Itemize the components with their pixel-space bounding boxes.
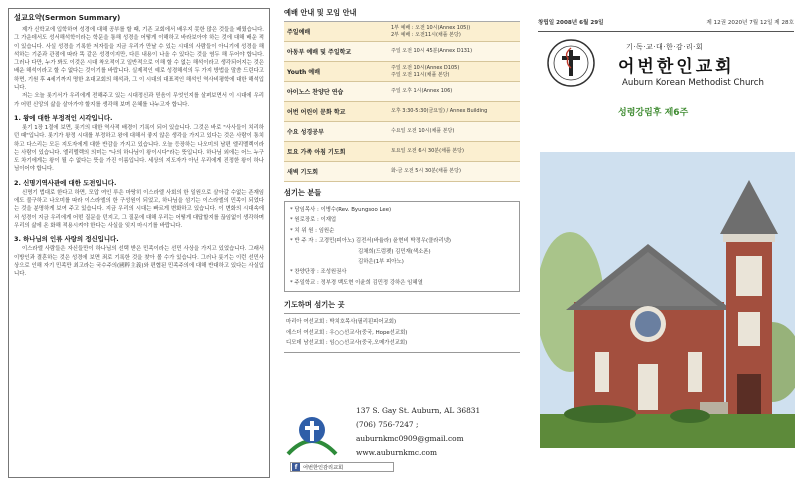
schedule-row bbox=[284, 142, 520, 162]
issue-number: 제 12권 2020년 7월 12일 제 28호 bbox=[706, 20, 794, 26]
schedule-title: 예배 안내 및 모임 안내 bbox=[284, 8, 357, 17]
sermon-column bbox=[8, 8, 270, 478]
prayer-line: 마리아 여선교회 : 박치호목사(필리핀피어교회) bbox=[286, 319, 397, 326]
servers-box bbox=[284, 201, 520, 292]
schedule-time-line: 주일 오전 10시 45분(Annex D131) bbox=[391, 48, 473, 54]
schedule-row bbox=[284, 22, 520, 42]
sermon-section-body: 롯기 1장 1절에 보면, 롯기의 대한 역사적 배경이 기록이 되어 있습니다. 그것은 바로 "사사들이 치리하던 때"입니다. 롯기가 왕정 시대를 부정하고 왕에 대해서 좋지 않은 생각을 가지고 있다는 것은 사람이 통치하고 다스리는 모든 지도자에게 대한 반감을 가지고 있습니다. 오늘 등장하는 나오미의 남편 엘리멜렉이라는 사람이 있습니다. 엘리멜렉의 의미는 "나의 하나님이 왕이시다"라는 뜻입니다. 하나님 외에는 어느 누구도 차기에게는 왕이 될 수 없다는 뜻을 가진 이름입니다. 세상의 지도자가 아닌 우리에게 진정한 왕이 하나님이어야 합니다. bbox=[14, 124, 264, 173]
schedule-row bbox=[284, 82, 520, 102]
prayer-title: 기도하며 섬기는 곳 bbox=[284, 300, 345, 310]
masthead-info bbox=[538, 18, 794, 28]
schedule-time-line: 수요일 오전 10시(채플 본당) bbox=[391, 128, 455, 134]
schedule-time-line: 주일 오전 10시(Annex D105) bbox=[391, 64, 460, 71]
schedule-time bbox=[388, 22, 520, 41]
servers-line: * 원로장로 : 이재업 bbox=[290, 217, 337, 224]
schedule-time-line: 주일 오후 1시(Annex 106) bbox=[391, 88, 453, 94]
schedule-time-line: 2부 예배 : 오전11시(채플 본당) bbox=[391, 31, 461, 38]
schedule-time-line: 오후 3:30-5:30(금요일) / Annex Building bbox=[391, 108, 488, 114]
founded-date: 창립일 2008년 6월 29일 bbox=[538, 20, 604, 26]
servers-line: 김채희(드럼펫) 김민재(색소폰) bbox=[358, 248, 431, 255]
sermon-intro-paragraph: 저는 오늘 롯기서가 우리에게 전해주고 있는 시대정신과 믿음이 무엇인지를 살펴보면서 이 시대에 우리가 어떤 신앙의 삶을 살아가야 할지를 생각해 보며 은혜를 나누고자 합니다. bbox=[14, 93, 264, 108]
prayer-box bbox=[284, 313, 520, 353]
contact-lines bbox=[356, 404, 520, 460]
prayer-line: 에스더 여선교회 : 우○○선교사(중국, Hope선교회) bbox=[286, 329, 408, 336]
schedule-time bbox=[388, 62, 520, 81]
schedule-time bbox=[388, 82, 520, 101]
schedule-time bbox=[388, 122, 520, 141]
schedule-name: 주일예배 bbox=[287, 29, 311, 36]
schedule-time-line: 1부 예배 : 오전 10시(Annex 105)) bbox=[391, 24, 471, 31]
schedule-table bbox=[284, 21, 520, 182]
church-name-korean: 어번한인교회 bbox=[618, 57, 735, 77]
phone-email-text: (706) 756-7247 ; auburnkmc0909@gmail.com bbox=[356, 420, 464, 443]
schedule-name: 새벽 기도회 bbox=[287, 169, 319, 176]
masthead-divider bbox=[538, 31, 794, 32]
sermon-section-body: 신명기 법대로 한다고 하면, 모압 여인 루은 마땅히 이스라엘 사회의 한 일원으로 살아갈 수없는 존재임에도 불구하고 나오미를 따라 이스라엘의 한 구성원이 되었고, 하나님을 섬기는 이스라엘의 민족이 되었다는 것을 분명하게 보여 주고 있습니다. 지금 우리의 시대는 빠르게 변화하고 있습니다. 이 변화의 시대속에서 성경이 지금 우리에게 어떤 질문을 던지고, 그 질문에 대해 우리는 어떻게 대답할지를 끊임없이 생각하며 우리의 삶에 온 화해 적용시켜야 한다는 사실을 잊지 마시기를 바랍니다. bbox=[14, 189, 264, 229]
servers-line: * 반 주 자 : 고경민(피아노) 김전서(바율라) 윤현비 박정우(클라리넷) bbox=[290, 238, 452, 245]
masthead-column bbox=[536, 0, 796, 485]
website-link[interactable]: www.auburnkmc.com bbox=[356, 448, 437, 457]
schedule-row bbox=[284, 122, 520, 142]
schedule-row bbox=[284, 102, 520, 122]
liturgical-season: 성령강림후 제6주 bbox=[618, 108, 689, 118]
denomination-text: 기·독·교·대·한·감·리·회 bbox=[626, 43, 704, 51]
schedule-time-line: 토요일 오전 6시 30분(채플 본당) bbox=[391, 148, 464, 154]
sermon-summary-box bbox=[8, 8, 270, 478]
schedule-time-line: 화-금 오전 5시 30분(채플 본당) bbox=[391, 168, 461, 174]
sermon-section-title: 2. 신명기역사관에 대한 도전입니다. bbox=[14, 178, 117, 187]
church-name-english: Auburn Korean Methodist Church bbox=[622, 78, 764, 88]
schedule-name: 아동부 예배 및 주일학교 bbox=[287, 49, 352, 56]
address-text: 137 S. Gay St. Auburn, AL 36831 bbox=[356, 406, 481, 415]
schedule-name: Youth 예배 bbox=[287, 69, 321, 76]
schedule-row bbox=[284, 62, 520, 82]
church-logo-icon bbox=[286, 408, 338, 458]
servers-line: * 담임목사 : 이병수(Rev. Byungsoo Lee) bbox=[290, 207, 392, 213]
sermon-intro-paragraph: 제가 신학교에 입학하여 성경에 대해 공부를 할 때, 기존 교회에서 배우지 못한 많은 것들을 배웠습니다. 그 가운데서도 성서해석학이라는 학문을 통해 성경을 어떻게 이해하고 바라보아야 하는 것에 대해 배운 적이 있습니다. 사실 성경을 기록한 저자들을 지금 우리가 만날 수 있는 시대의 사람들이 아니기에 성경을 해석하는 기준과 관점에 따라 똑 같은 성경이지만, 다른 내용이 나올 수 있다는 것을 염두 해 두어야 합니다. 그러나 다만, 누가 봐도 이것은 시대 착오적이고 일반적으로 이해 할 수 없는 해석이라고 생각되어지는 것은 배운 해석이라고 할 수 없다는 것이기를 바랍니다. 실제적인 예로 성경해석의 두 가지 방법을 말씀 드린다고 하면, 기원 후 4세기까지 명한 초대교회의 해석과, 그 이 시대의 대표적인 해석인 역사비평학에 대한 해석입니다. bbox=[14, 27, 264, 92]
facebook-label: 어번한인감리교회 bbox=[303, 464, 344, 471]
schedule-name: 수요 성경공부 bbox=[287, 129, 324, 136]
schedule-name: 토요 가족 아침 기도회 bbox=[287, 149, 346, 156]
schedule-row bbox=[284, 162, 520, 182]
methodist-seal-icon bbox=[546, 38, 596, 88]
schedule-time bbox=[388, 102, 520, 121]
facebook-icon: f bbox=[292, 463, 300, 471]
schedule-time-line: 주일 오전 11시(채플 본당) bbox=[391, 71, 450, 78]
servers-title: 섬기는 분들 bbox=[284, 188, 322, 197]
sermon-title: 설교요약(Sermon Summary) bbox=[14, 13, 121, 22]
prayer-line: 디모데 남선교회 : 임○○선교사(중국,오메가선교회) bbox=[286, 340, 408, 347]
sermon-section-body: 이스라엘 사람들은 자신들만이 하나님의 선택 받은 민족이라는 선민 사상을 가지고 있었습니다. 그래서 이방인과 결혼하는 것은 성경에 보면 죄로 기록한 것을 찾아 볼 수가 있습니다. 그러나 룻기는 이런 선민사상으로 인해 자기 민족만 최고라는 국수주의(國粹主義)와 편협된 민족주의에 대해 반대하고 있다는 사실입니다. bbox=[14, 246, 264, 278]
church-building-photo bbox=[540, 152, 795, 448]
servers-line: * 찬양단장 : 조성원권사 bbox=[290, 269, 347, 276]
servers-line: * 치 위 원 : 임원순 bbox=[290, 227, 335, 234]
sermon-section-title: 3. 하나님의 인류 사랑의 정신입니다. bbox=[14, 235, 119, 244]
servers-line: * 주일학교 : 정부경 백도현 이윤희 김민정 강하은 임혜열 bbox=[290, 279, 423, 286]
sermon-section-title: 1. 왕에 대한 부정적인 시각입니다. bbox=[14, 113, 113, 122]
schedule-name: 아이노스 찬양단 연습 bbox=[287, 89, 344, 96]
schedule-time bbox=[388, 42, 520, 61]
schedule-row bbox=[284, 42, 520, 62]
schedule-name: 어번 어린이 문화 학교 bbox=[287, 109, 346, 116]
info-column bbox=[284, 8, 520, 478]
sermon-intro bbox=[14, 26, 264, 109]
contact-block bbox=[284, 400, 520, 470]
schedule-time bbox=[388, 142, 520, 161]
facebook-link[interactable] bbox=[290, 462, 394, 472]
servers-line: 김하은(1부 피아노) bbox=[358, 259, 404, 266]
schedule-time bbox=[388, 162, 520, 181]
